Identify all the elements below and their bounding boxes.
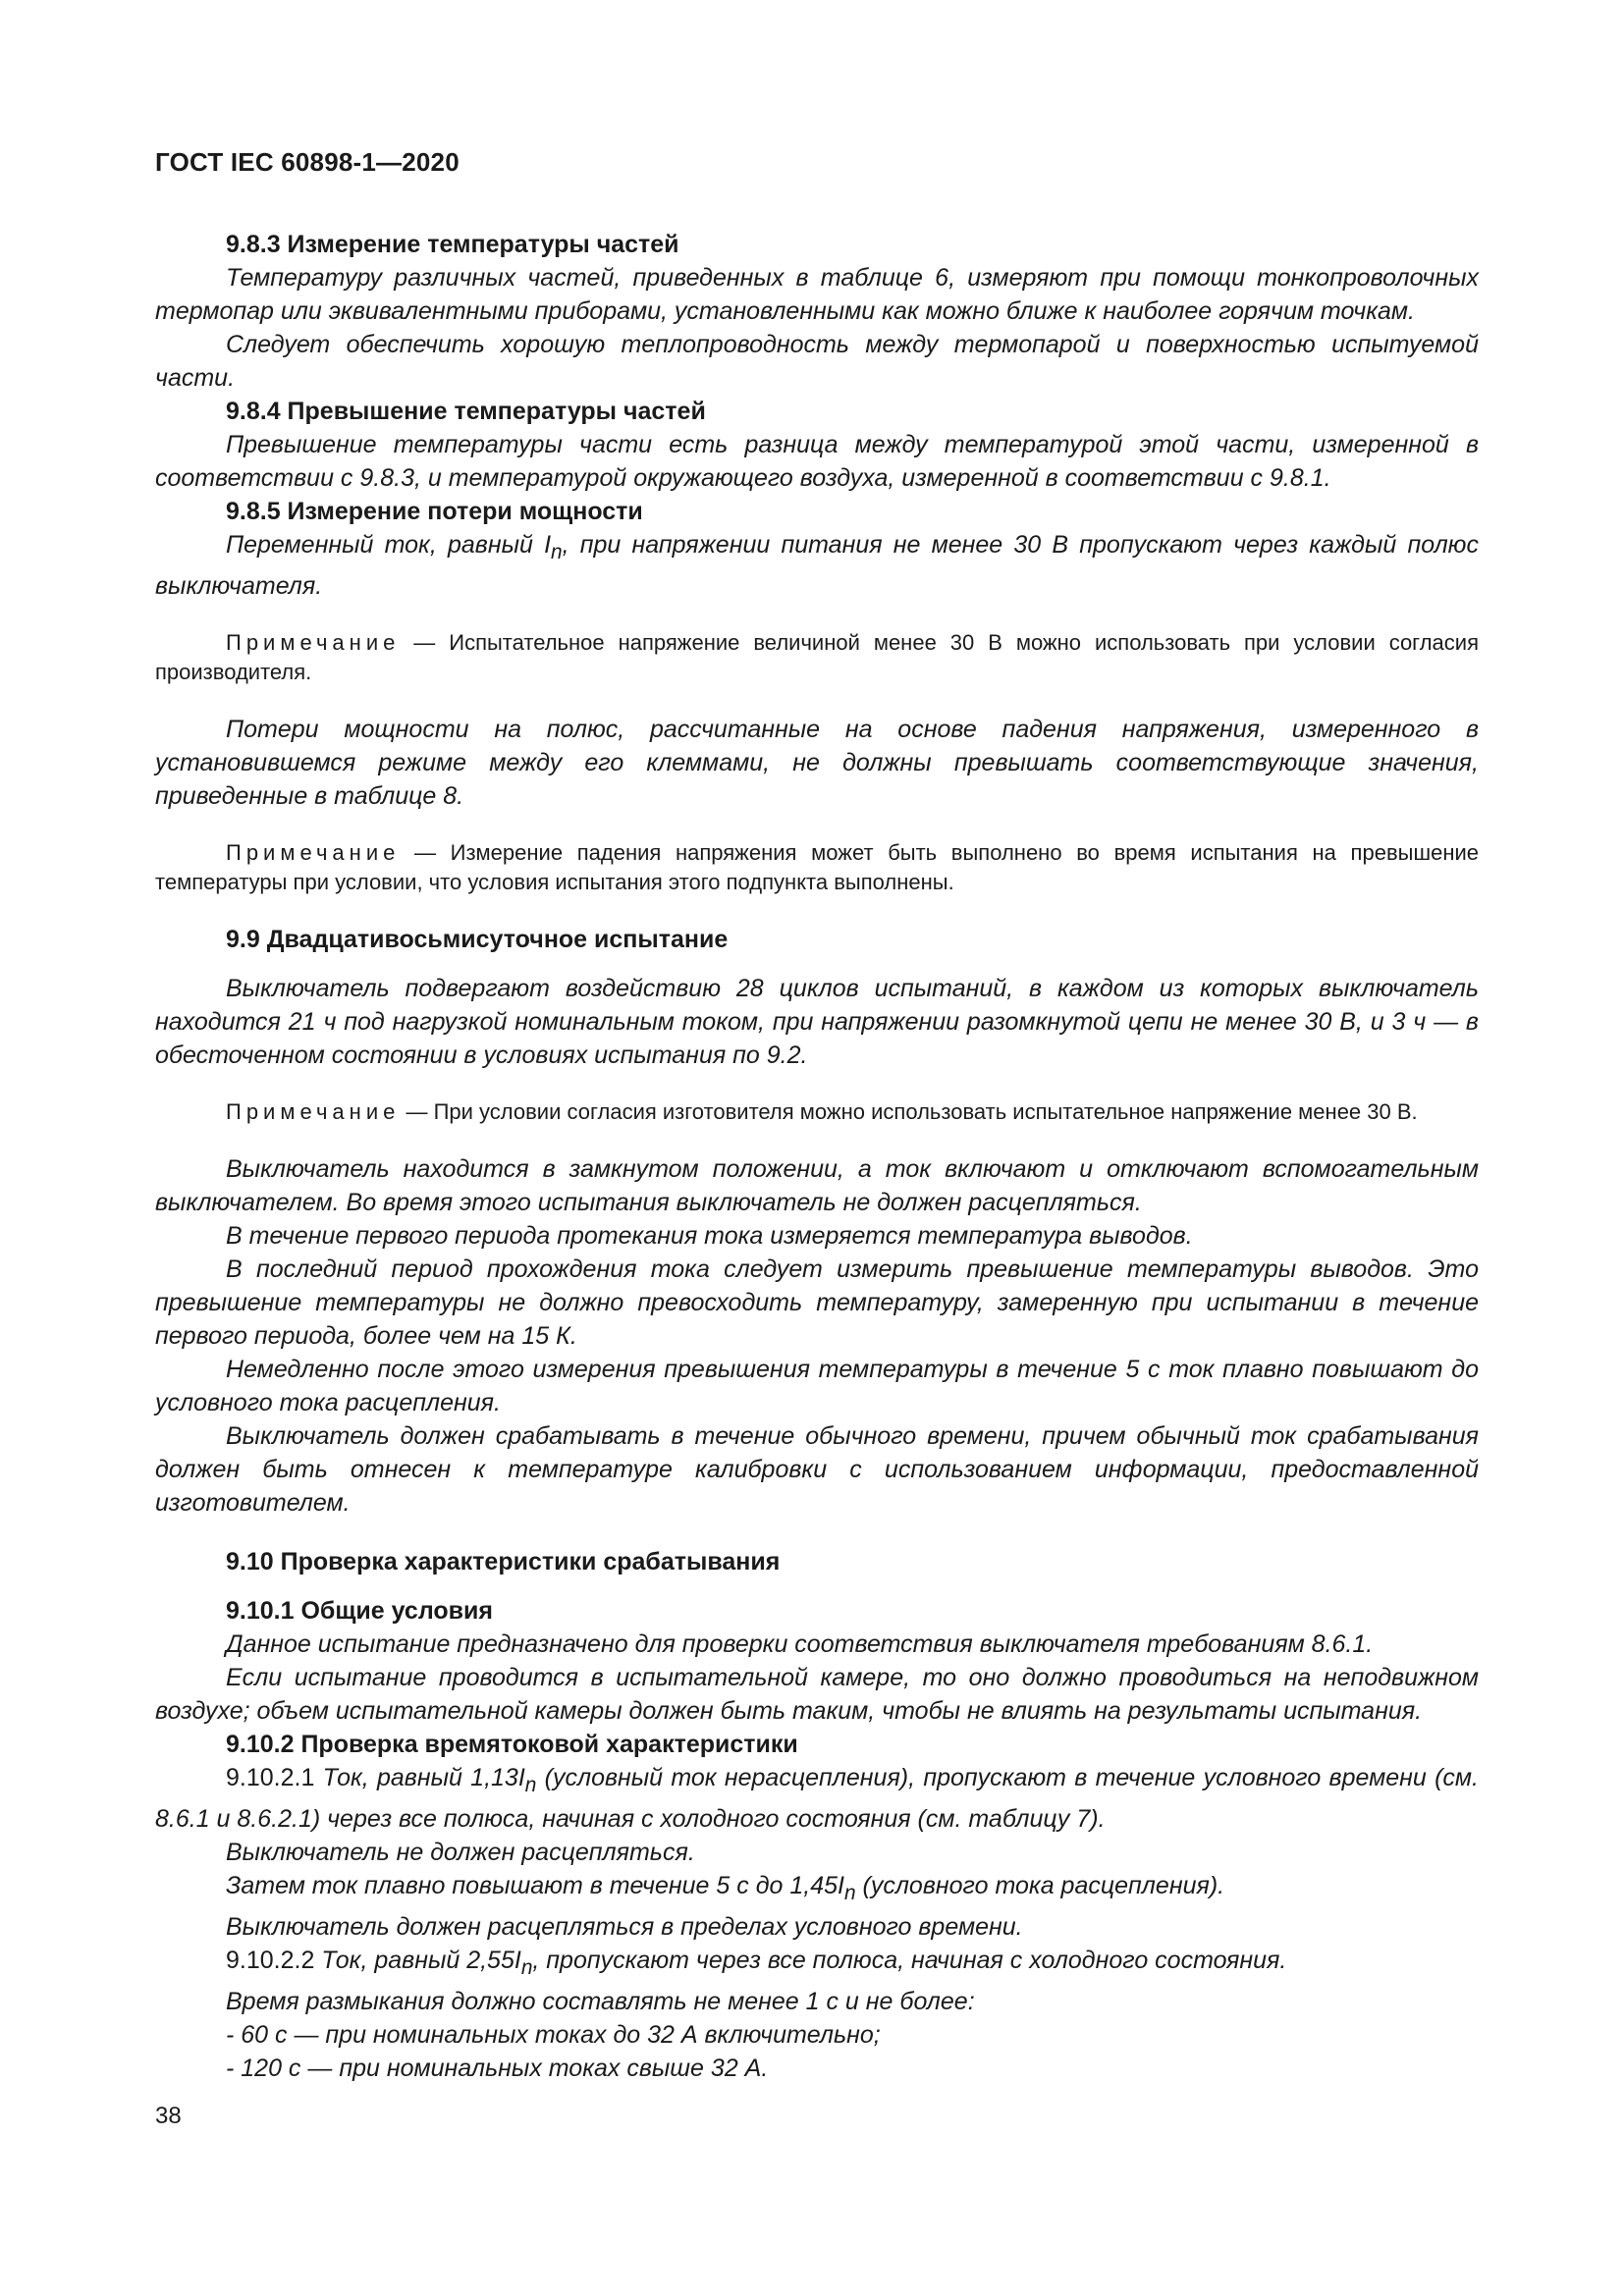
paragraph-9-9-d: В последний период прохождения тока следует измерить превышение температуры выводов. Это превышение температуры не должно превосходить температуру, замеренную при испытании в течение первого периода, более чем на 15 К. (155, 1255, 1479, 1350)
heading-9-10-1: 9.10.1 Общие условия (226, 1597, 493, 1625)
heading-9-8-4: 9.8.4 Превышение температуры частей (226, 398, 706, 425)
note-label: Примечание (226, 1099, 401, 1124)
list-item: - 120 с — при номинальных токах свыше 32 А. (226, 2055, 769, 2082)
paragraph-9-8-3-a: Температуру различных частей, приведенных в таблице 6, измеряют при помощи тонкопроволочных термопар или эквивалентными приборами, установленными как можно ближе к наиболее горячим точкам. (155, 264, 1479, 325)
text-segment: , пропускают через все полюса, начиная с холодного состояния. (532, 1947, 1287, 1974)
note-2 (155, 838, 1479, 897)
paragraph-9-10-2-1-d: Выключатель должен расцепляться в пределах условного времени. (226, 1913, 1023, 1941)
note-1 (155, 628, 1479, 687)
paragraph-9-10-2-1 (155, 1761, 1479, 1836)
paragraph-9-8-5-b: Потери мощности на полюс, рассчитанные на основе падения напряжения, измеренного в установившемся режиме между его клеммами, не должны превышать соответствующие значения, приведенные в таблице 8. (155, 716, 1479, 810)
document-standard-header: ГОСТ IEC 60898-1—2020 (155, 147, 460, 177)
paragraph-9-10-2-2 (155, 1944, 1479, 1985)
paragraph-9-9-e: Немедленно после этого измерения превышения температуры в течение 5 с ток плавно повышают до условного тока расцепления. (155, 1356, 1479, 1416)
note-label: Примечание (226, 840, 401, 865)
paragraph-9-9-f: Выключатель должен срабатывать в течение обычного времени, причем обычный ток срабатывания должен быть отнесен к температуре калибровки с использованием информации, предоставленной изготовителем. (155, 1422, 1479, 1517)
paragraph-9-8-4-a: Превышение температуры части есть разница между температурой этой части, измеренной в соответствии с 9.8.3, и температурой окружающего воздуха, измеренной в соответствии с 9.8.1. (155, 431, 1479, 492)
text-segment: Переменный ток, равный I (226, 531, 552, 559)
note-text: — Измерение падения напряжения может быть выполнено во время испытания на превышение температуры при условии, что условия испытания этого подпункта выполнены. (155, 840, 1479, 894)
paragraph-9-10-2-1-c (155, 1869, 1479, 1910)
text-segment: (условного тока расцепления). (855, 1872, 1225, 1899)
text-segment: (условный ток нерасцепления), пропускают в течение условного времени (см. 8.6.1 и 8.6.2.1) через все полюса, начиная с холодного состояния (см. таблицу 7). (155, 1764, 1479, 1833)
subscript: n (520, 1956, 533, 1979)
list-item: - 60 с — при номинальных токах до 32 А включительно; (226, 2021, 881, 2049)
document-body (155, 228, 1479, 2085)
heading-9-8-3: 9.8.3 Измерение температуры частей (226, 231, 679, 258)
paragraph-9-8-5-a (155, 528, 1479, 603)
text-segment: , при напряжении питания не менее 30 В пропускают через каждый полюс выключателя. (155, 531, 1479, 600)
text-segment: Затем ток плавно повышают в течение 5 с до 1,45I (226, 1872, 844, 1899)
paragraph-9-9-c: В течение первого периода протекания тока измеряется температура выводов. (226, 1222, 1193, 1250)
note-text: — Испытательное напряжение величиной менее 30 В можно использовать при условии согласия производителя. (155, 630, 1479, 684)
paragraph-9-10-2-1-b: Выключатель не должен расцепляться. (226, 1839, 695, 1866)
paragraph-9-10-2-2-b: Время размыкания должно составлять не менее 1 с и не более: (226, 1988, 975, 2015)
subscript: n (843, 1882, 856, 1904)
subscript: n (551, 541, 563, 563)
paragraph-9-10-1-a: Данное испытание предназначено для проверки соответствия выключателя требованиям 8.6.1. (226, 1630, 1374, 1658)
heading-9-10: 9.10 Проверка характеристики срабатывания (226, 1548, 781, 1575)
paragraph-9-9-a: Выключатель подвергают воздействию 28 циклов испытаний, в каждом из которых выключатель находится 21 ч под нагрузкой номинальным током, при напряжении разомкнутой цепи не менее 30 В, и 3 ч — в обесточенном состоянии в условиях испытания по 9.2. (155, 975, 1479, 1069)
text-segment: Ток, равный 1,13I (314, 1764, 525, 1791)
paragraph-9-9-b: Выключатель находится в замкнутом положении, а ток включают и отключают вспомогательным выключателем. Во время этого испытания выключатель не должен расцепляться. (155, 1155, 1479, 1216)
note-3 (155, 1097, 1479, 1127)
paragraph-9-8-3-b: Следует обеспечить хорошую теплопроводность между термопарой и поверхностью испытуемой части. (155, 331, 1479, 392)
paragraph-9-10-1-b: Если испытание проводится в испытательной камере, то оно должно проводиться на неподвижном воздухе; объем испытательной камеры должен быть таким, чтобы не влиять на результаты испытания. (155, 1664, 1479, 1725)
note-text: — При условии согласия изготовителя можно использовать испытательное напряжение менее 30 В. (400, 1099, 1418, 1124)
text-segment: Ток, равный 2,55I (314, 1947, 521, 1974)
subscript: n (524, 1774, 537, 1796)
heading-9-8-5: 9.8.5 Измерение потери мощности (226, 498, 643, 525)
heading-9-10-2: 9.10.2 Проверка времятоковой характеристики (226, 1731, 798, 1758)
clause-number: 9.10.2.2 (226, 1947, 315, 1974)
clause-number: 9.10.2.1 (226, 1764, 315, 1791)
page-number: 38 (155, 2103, 182, 2129)
heading-9-9: 9.9 Двадцативосьмисуточное испытание (226, 926, 729, 953)
note-label: Примечание (226, 630, 401, 655)
